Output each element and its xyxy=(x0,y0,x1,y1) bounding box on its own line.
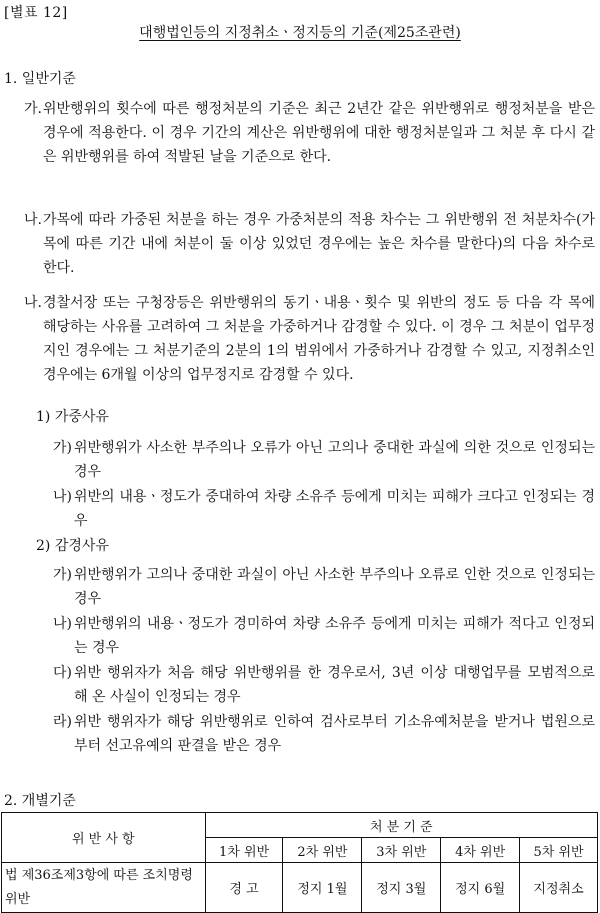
title-main: 대행법인등의 지정취소ㆍ정지등의 기준 xyxy=(139,25,378,41)
mitigating-item-3 xyxy=(53,661,595,709)
item-text: 위반행위가 사소한 부주의나 오류가 아닌 고의나 중대한 과실에 의한 것으로 인정되는 경우 xyxy=(74,440,595,480)
item-marker: 가) xyxy=(53,567,72,583)
violation-cell: 법 제36조제3항에 따른 조치명령 위반 xyxy=(2,863,206,913)
mitigating-item-1 xyxy=(53,563,595,611)
column-header-3: 3차 위반 xyxy=(362,838,441,863)
item-marker: 가. xyxy=(24,101,42,117)
criteria-cell-5: 지정취소 xyxy=(520,863,598,913)
general-item-1 xyxy=(24,97,595,169)
item-marker: 나. xyxy=(24,295,42,311)
general-item-2 xyxy=(24,208,595,280)
criteria-cell-3: 정지 3월 xyxy=(362,863,441,913)
aggravating-item-1 xyxy=(53,436,595,484)
violation-header: 위 반 사 항 xyxy=(2,813,206,863)
general-heading: 1. 일반기준 xyxy=(4,71,76,87)
criteria-table xyxy=(1,812,598,913)
criteria-cell-4: 정지 6월 xyxy=(441,863,520,913)
individual-heading: 2. 개별기준 xyxy=(4,793,76,809)
item-marker: 가) xyxy=(53,440,72,456)
item-marker: 라) xyxy=(53,714,72,730)
item-marker: 나) xyxy=(53,489,72,505)
mitigating-item-4 xyxy=(53,710,595,758)
column-header-4: 4차 위반 xyxy=(441,838,520,863)
column-header-5: 5차 위반 xyxy=(520,838,598,863)
item-marker: 나. xyxy=(24,212,42,228)
annex-tag: [별표 12] xyxy=(4,5,68,21)
column-header-2: 2차 위반 xyxy=(283,838,362,863)
criteria-cell-1: 경 고 xyxy=(205,863,283,913)
criteria-header: 처 분 기 준 xyxy=(205,813,597,838)
table-row xyxy=(2,863,598,913)
item-marker: 다) xyxy=(53,665,72,681)
item-marker: 나) xyxy=(53,616,72,632)
item-text: 위반행위가 고의나 중대한 과실이 아닌 사소한 부주의나 오류로 인한 것으로 인정되는 경우 xyxy=(74,567,595,607)
item-text: 위반의 내용ㆍ정도가 중대하여 차량 소유주 등에게 미치는 피해가 크다고 인정되는 경우 xyxy=(74,489,595,529)
mitigating-item-2 xyxy=(53,612,595,660)
mitigating-heading: 2) 감경사유 xyxy=(36,538,109,554)
item-text: 위반 행위자가 해당 위반행위로 인하여 검사로부터 기소유예처분을 받거나 법원으로부터 선고유예의 판결을 받은 경우 xyxy=(74,714,595,754)
table-header-row xyxy=(2,813,598,838)
criteria-cell-2: 정지 1월 xyxy=(283,863,362,913)
aggravating-item-2 xyxy=(53,485,595,533)
title-suffix: (제25조관련) xyxy=(377,25,461,41)
item-text: 위반행위의 내용ㆍ정도가 경미하여 차량 소유주 등에게 미치는 피해가 적다고 인정되는 경우 xyxy=(74,616,595,656)
item-text: 위반행위의 횟수에 따른 행정처분의 기준은 최근 2년간 같은 위반행위로 행정처분을 받은 경우에 적용한다. 이 경우 기간의 계산은 위반행위에 대한 행정처분일과 그 처분 후 다시 같은 위반행위를 하여 적발된 날을 기준으로 한다. xyxy=(43,101,595,165)
general-item-3 xyxy=(24,291,595,387)
item-text: 경찰서장 또는 구청장등은 위반행위의 동기ㆍ내용ㆍ횟수 및 위반의 정도 등 다음 각 목에 해당하는 사유를 고려하여 그 처분을 가중하거나 감경할 수 있다. 이 경우 그 처분이 업무정지인 경우에는 그 처분기준의 2분의 1의 범위에서 가중하거나 감경할 수 있고, 지정취소인 경우에는 6개월 이상의 업무정지로 감경할 수 있다. xyxy=(43,295,595,383)
item-text: 위반 행위자가 처음 해당 위반행위를 한 경우로서, 3년 이상 대행업무를 모범적으로 해 온 사실이 인정되는 경우 xyxy=(74,665,595,705)
aggravating-heading: 1) 가중사유 xyxy=(36,409,109,425)
item-text: 가목에 따라 가중된 처분을 하는 경우 가중처분의 적용 차수는 그 위반행위 전 처분차수(가목에 따른 기간 내에 처분이 둘 이상 있었던 경우에는 높은 차수를 말한다)의 다음 차수로 한다. xyxy=(43,212,595,276)
document-title xyxy=(0,22,600,42)
column-header-1: 1차 위반 xyxy=(205,838,283,863)
